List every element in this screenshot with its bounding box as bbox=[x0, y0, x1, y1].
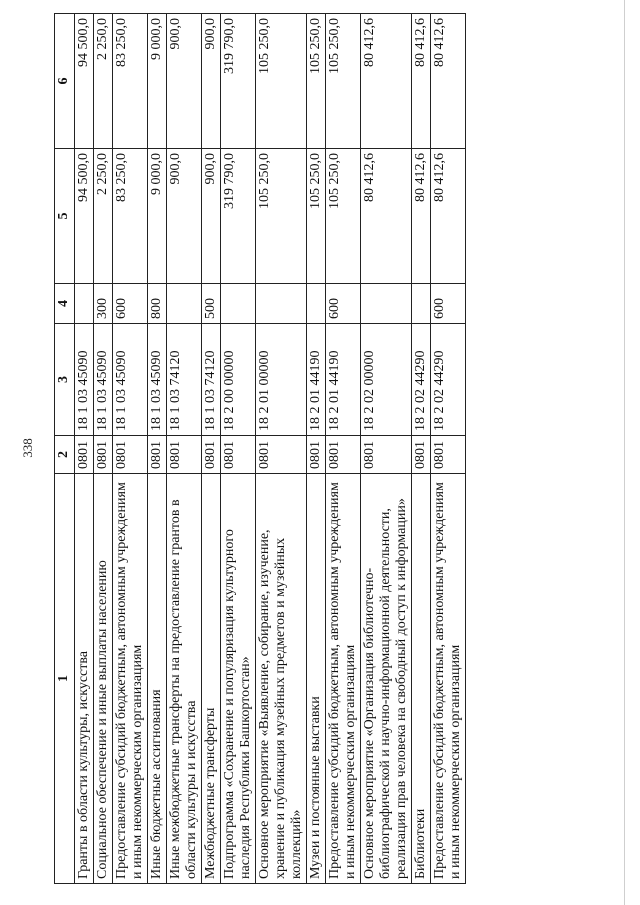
section-code-cell: 0801 bbox=[307, 436, 326, 474]
row-name-cell: Предоставление субсидий бюджетным, автономным учреждениям и иным некоммерческим организациям bbox=[431, 474, 466, 884]
section-code-cell: 0801 bbox=[148, 436, 167, 474]
expense-type-cell: 600 bbox=[113, 284, 148, 324]
section-code-cell: 0801 bbox=[113, 436, 148, 474]
page-number: 338 bbox=[19, 438, 35, 458]
amount-cell-5: 105 250,0 bbox=[307, 149, 326, 284]
target-article-cell: 18 1 03 74120 bbox=[167, 324, 202, 436]
amount-cell-5: 9 000,0 bbox=[148, 149, 167, 284]
expense-type-cell: 500 bbox=[202, 284, 221, 324]
target-article-cell: 18 2 02 44290 bbox=[431, 324, 466, 436]
row-name-cell: Основное мероприятие «Организация библиотечно-библиографической и научно-информационной деятельности, реализация прав человека на свободный доступ к информации» bbox=[361, 474, 412, 884]
amount-cell-6: 80 412,6 bbox=[431, 14, 466, 149]
row-name-cell: Предоставление субсидий бюджетным, автономным учреждениям и иным некоммерческим организациям bbox=[113, 474, 148, 884]
expense-type-cell: 600 bbox=[326, 284, 361, 324]
table-row bbox=[256, 14, 307, 884]
section-code-cell: 0801 bbox=[431, 436, 466, 474]
amount-cell-5: 900,0 bbox=[202, 149, 221, 284]
section-code-cell: 0801 bbox=[361, 436, 412, 474]
amount-cell-5: 94 500,0 bbox=[75, 149, 94, 284]
target-article-cell: 18 2 01 44190 bbox=[326, 324, 361, 436]
amount-cell-5: 80 412,6 bbox=[431, 149, 466, 284]
amount-cell-6: 94 500,0 bbox=[75, 14, 94, 149]
table-row bbox=[307, 14, 326, 884]
target-article-cell: 18 2 01 00000 bbox=[256, 324, 307, 436]
section-code-cell: 0801 bbox=[167, 436, 202, 474]
section-code-cell: 0801 bbox=[94, 436, 113, 474]
table-row bbox=[75, 14, 94, 884]
expense-type-cell bbox=[221, 284, 256, 324]
amount-cell-5: 83 250,0 bbox=[113, 149, 148, 284]
target-article-cell: 18 1 03 45090 bbox=[148, 324, 167, 436]
rotated-table-area bbox=[54, 14, 599, 884]
expense-type-cell bbox=[256, 284, 307, 324]
row-name-cell: Гранты в области культуры, искусства bbox=[75, 474, 94, 884]
amount-cell-5: 319 790,0 bbox=[221, 149, 256, 284]
row-name-cell: Подпрограмма «Сохранение и популяризация культурного наследия Республики Башкортостан» bbox=[221, 474, 256, 884]
header-cell-1: 1 bbox=[55, 474, 75, 884]
amount-cell-5: 80 412,6 bbox=[361, 149, 412, 284]
target-article-cell: 18 1 03 45090 bbox=[113, 324, 148, 436]
amount-cell-6: 9 000,0 bbox=[148, 14, 167, 149]
amount-cell-5: 80 412,6 bbox=[412, 149, 431, 284]
amount-cell-6: 80 412,6 bbox=[361, 14, 412, 149]
expense-type-cell bbox=[361, 284, 412, 324]
scan-edge-line bbox=[624, 0, 625, 905]
amount-cell-6: 105 250,0 bbox=[326, 14, 361, 149]
amount-cell-6: 319 790,0 bbox=[221, 14, 256, 149]
header-cell-3: 3 bbox=[55, 324, 75, 436]
amount-cell-5: 105 250,0 bbox=[326, 149, 361, 284]
amount-cell-5: 2 250,0 bbox=[94, 149, 113, 284]
section-code-cell: 0801 bbox=[221, 436, 256, 474]
table-row bbox=[361, 14, 412, 884]
expense-type-cell bbox=[167, 284, 202, 324]
expense-type-cell bbox=[75, 284, 94, 324]
table-row bbox=[431, 14, 466, 884]
section-code-cell: 0801 bbox=[75, 436, 94, 474]
table-row bbox=[148, 14, 167, 884]
table-body bbox=[75, 14, 466, 884]
target-article-cell: 18 1 03 74120 bbox=[202, 324, 221, 436]
table-row bbox=[221, 14, 256, 884]
amount-cell-6: 80 412,6 bbox=[412, 14, 431, 149]
expense-type-cell bbox=[412, 284, 431, 324]
expense-type-cell bbox=[307, 284, 326, 324]
target-article-cell: 18 1 03 45090 bbox=[94, 324, 113, 436]
target-article-cell: 18 2 01 44190 bbox=[307, 324, 326, 436]
row-name-cell: Иные бюджетные ассигнования bbox=[148, 474, 167, 884]
budget-table bbox=[54, 13, 466, 884]
amount-cell-5: 105 250,0 bbox=[256, 149, 307, 284]
row-name-cell: Основное мероприятие «Выявление, собирание, изучение, хранение и публикация музейных предметов и музейных коллекций» bbox=[256, 474, 307, 884]
amount-cell-6: 900,0 bbox=[202, 14, 221, 149]
table-row bbox=[94, 14, 113, 884]
amount-cell-5: 900,0 bbox=[167, 149, 202, 284]
header-cell-5: 5 bbox=[55, 149, 75, 284]
row-name-cell: Музеи и постоянные выставки bbox=[307, 474, 326, 884]
table-row bbox=[412, 14, 431, 884]
table-row bbox=[202, 14, 221, 884]
amount-cell-6: 900,0 bbox=[167, 14, 202, 149]
header-cell-2: 2 bbox=[55, 436, 75, 474]
target-article-cell: 18 2 00 00000 bbox=[221, 324, 256, 436]
amount-cell-6: 2 250,0 bbox=[94, 14, 113, 149]
row-name-cell: Библиотеки bbox=[412, 474, 431, 884]
row-name-cell: Межбюджетные трансферты bbox=[202, 474, 221, 884]
section-code-cell: 0801 bbox=[202, 436, 221, 474]
header-cell-6: 6 bbox=[55, 14, 75, 149]
expense-type-cell: 800 bbox=[148, 284, 167, 324]
expense-type-cell: 600 bbox=[431, 284, 466, 324]
target-article-cell: 18 1 03 45090 bbox=[75, 324, 94, 436]
amount-cell-6: 105 250,0 bbox=[256, 14, 307, 149]
target-article-cell: 18 2 02 44290 bbox=[412, 324, 431, 436]
section-code-cell: 0801 bbox=[412, 436, 431, 474]
expense-type-cell: 300 bbox=[94, 284, 113, 324]
row-name-cell: Социальное обеспечение и иные выплаты населению bbox=[94, 474, 113, 884]
row-name-cell: Иные межбюджетные трансферты на предоставление грантов в области культуры и искусства bbox=[167, 474, 202, 884]
amount-cell-6: 105 250,0 bbox=[307, 14, 326, 149]
rotated-table-container bbox=[54, 14, 599, 884]
table-row bbox=[167, 14, 202, 884]
header-row bbox=[55, 14, 75, 884]
section-code-cell: 0801 bbox=[326, 436, 361, 474]
header-cell-4: 4 bbox=[55, 284, 75, 324]
table-row bbox=[113, 14, 148, 884]
amount-cell-6: 83 250,0 bbox=[113, 14, 148, 149]
table-row bbox=[326, 14, 361, 884]
section-code-cell: 0801 bbox=[256, 436, 307, 474]
target-article-cell: 18 2 02 00000 bbox=[361, 324, 412, 436]
row-name-cell: Предоставление субсидий бюджетным, автономным учреждениям и иным некоммерческим организациям bbox=[326, 474, 361, 884]
